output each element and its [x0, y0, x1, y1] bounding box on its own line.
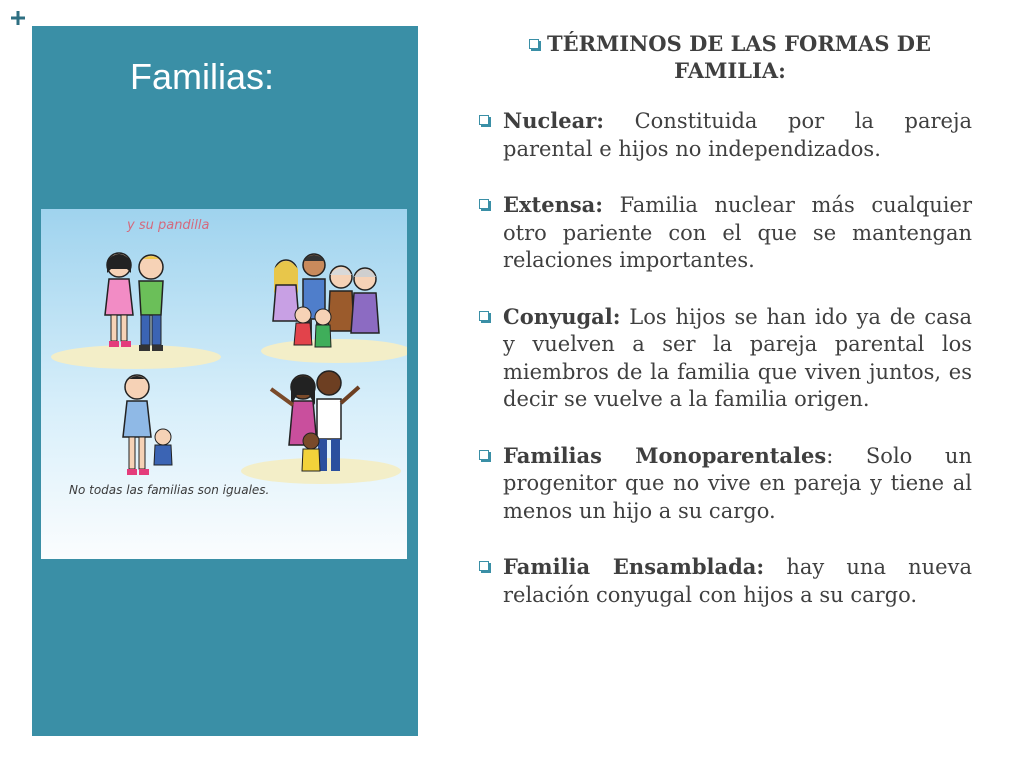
illustration-top-text: y su pandilla: [127, 218, 210, 233]
term-name: Extensa:: [503, 192, 604, 217]
checkbox-bullet-icon: [479, 311, 489, 321]
illustration-caption: No todas las familias son iguales.: [69, 483, 270, 497]
term-item: [470, 553, 972, 609]
corner-plus-icon: [9, 9, 27, 27]
term-item: [470, 107, 972, 163]
term-description: : Solo un progenitor que no vive en pareja y tiene al menos un hijo a su cargo.: [503, 443, 972, 523]
checkbox-bullet-icon: [529, 39, 539, 49]
checkbox-bullet-icon: [479, 450, 489, 460]
section-heading: [470, 30, 972, 84]
term-item: [470, 442, 972, 526]
side-panel: [32, 26, 418, 736]
slide-title: Familias:: [130, 56, 275, 97]
heading-text: TÉRMINOS DE LAS FORMAS DE FAMILIA:: [546, 31, 932, 83]
checkbox-bullet-icon: [479, 199, 489, 209]
checkbox-bullet-icon: [479, 561, 489, 571]
term-name: Nuclear:: [503, 108, 605, 133]
term-name: Familia Ensamblada:: [503, 554, 765, 579]
term-item: [470, 303, 972, 414]
term-description: Los hijos se han ido ya de casa y vuelven a ser la pareja parental los miembros de la familia que viven juntos, es decir se vuelve a la familia origen.: [503, 304, 972, 411]
content-area: [470, 30, 972, 637]
term-name: Familias Monoparentales: [503, 442, 827, 468]
checkbox-bullet-icon: [479, 115, 489, 125]
term-description: Constituida por la pareja parental e hijos no independizados.: [503, 109, 972, 161]
family-illustration: [41, 209, 407, 559]
term-description: Familia nuclear más cualquier otro pariente con el que se mantengan relaciones importantes.: [503, 193, 972, 272]
term-name: Conyugal:: [503, 303, 621, 329]
term-description: hay una nueva relación conyugal con hijos a su cargo.: [503, 555, 972, 607]
term-item: [470, 191, 972, 275]
